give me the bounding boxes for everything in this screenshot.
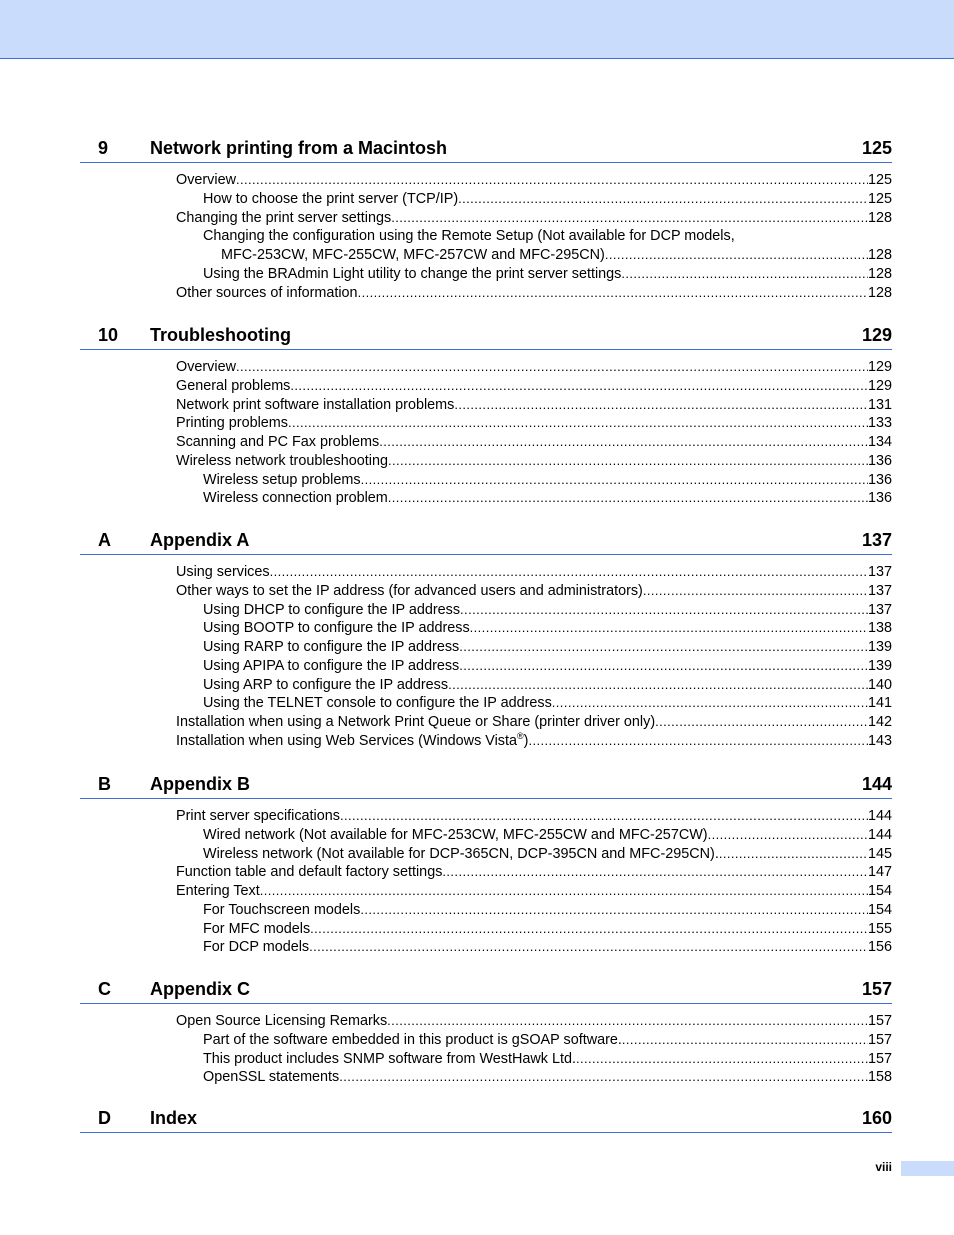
page-number: viii [875,1160,892,1174]
toc-entry[interactable]: Using ARP to configure the IP address ..... 140 [203,676,892,695]
chapter-number: C [98,979,111,999]
toc-entry[interactable]: Changing the print server settings ..... 128 [176,209,892,228]
chapter-page: 129 [861,325,892,345]
toc-entry[interactable]: Part of the software embedded in this product is gSOAP software. ..... 157 [203,1031,892,1050]
toc-entry[interactable]: Installation when using Web Services (Windows Vista®) ..... 143 [176,732,892,751]
chapter-c [80,977,892,1087]
toc-entry[interactable]: Using the BRAdmin Light utility to change the print server settings ..... 128 [203,265,892,284]
toc-entry[interactable]: Overview ..... 125 [176,171,892,190]
chapter-heading[interactable] [80,323,892,350]
chapter-title: Appendix A [150,530,250,550]
toc-entry[interactable]: Wireless network troubleshooting ..... 136 [176,452,892,471]
toc-entry[interactable]: General problems ..... 129 [176,377,892,396]
registered-mark: ® [517,731,524,741]
toc-entry[interactable]: Wired network (Not available for MFC-253CW, MFC-255CW and MFC-257CW) ..... 144 [203,826,892,845]
chapter-d [80,1106,892,1133]
chapter-number: 9 [98,138,109,158]
chapter-b [80,772,892,957]
chapter-heading[interactable] [80,977,892,1004]
toc-entry[interactable]: Using RARP to configure the IP address ..... 139 [203,638,892,657]
chapter-heading[interactable] [80,1106,892,1133]
chapter-heading[interactable] [80,772,892,799]
chapter-number: A [98,530,111,550]
chapter-number: 10 [98,325,119,345]
chapter-9 [80,136,892,302]
chapter-title: Appendix C [150,979,251,999]
chapter-page: 144 [861,774,892,794]
chapter-page: 137 [861,530,892,550]
toc-entry[interactable]: Wireless connection problem ..... 136 [203,489,892,508]
chapter-number: B [98,774,111,794]
toc-entry[interactable]: How to choose the print server (TCP/IP) ..... 125 [203,190,892,209]
toc-entry[interactable]: Wireless network (Not available for DCP-365CN, DCP-395CN and MFC-295CN). ..... 145 [203,845,892,864]
toc-entry[interactable]: Using services ..... 137 [176,563,892,582]
toc-entry[interactable]: Using the TELNET console to configure the IP address ..... 141 [203,694,892,713]
header-band [0,0,954,59]
toc-entry[interactable]: Overview ..... 129 [176,358,892,377]
toc-entry[interactable]: For DCP models ..... 156 [203,938,892,957]
toc-entry[interactable]: Using DHCP to configure the IP address ..... 137 [203,601,892,620]
toc-entry[interactable]: Network print software installation problems ..... 131 [176,396,892,415]
chapter-page: 160 [861,1108,892,1128]
toc-entry[interactable]: Changing the configuration using the Remote Setup (Not available for DCP models, [203,228,735,245]
toc-entry[interactable]: MFC-253CW, MFC-255CW, MFC-257CW and MFC-295CN) ..... 128 [221,246,892,265]
footer-tab [901,1161,954,1176]
chapter-page: 157 [861,979,892,999]
chapter-10 [80,323,892,508]
toc-entry[interactable]: For Touchscreen models ..... 154 [203,901,892,920]
toc-entry[interactable]: Printing problems ..... 133 [176,414,892,433]
toc-entry[interactable]: Open Source Licensing Remarks ..... 157 [176,1012,892,1031]
chapter-title: Appendix B [150,774,251,794]
toc-entry[interactable]: OpenSSL statements ..... 158 [203,1068,892,1087]
toc-entry[interactable]: Scanning and PC Fax problems ..... 134 [176,433,892,452]
chapter-title: Troubleshooting [150,325,291,345]
toc-entry[interactable]: For MFC models ..... 155 [203,920,892,939]
chapter-page: 125 [861,138,892,158]
toc-entry[interactable]: Print server specifications ..... 144 [176,807,892,826]
chapter-heading[interactable] [80,136,892,163]
toc-entry[interactable]: Using APIPA to configure the IP address ..... 139 [203,657,892,676]
toc-entry[interactable]: Installation when using a Network Print Queue or Share (printer driver only) ..... 142 [176,713,892,732]
toc-entry[interactable]: Entering Text ..... 154 [176,882,892,901]
toc-entry[interactable]: Other ways to set the IP address (for advanced users and administrators) ..... 137 [176,582,892,601]
chapter-heading[interactable] [80,528,892,555]
toc-entry[interactable]: Other sources of information ..... 128 [176,284,892,303]
toc-entry[interactable]: Function table and default factory settings ..... 147 [176,863,892,882]
toc-entry[interactable]: Using BOOTP to configure the IP address ..... 138 [203,619,892,638]
chapter-title: Index [150,1108,198,1128]
toc-entry[interactable]: Wireless setup problems ..... 136 [203,471,892,490]
toc-entry[interactable]: This product includes SNMP software from WestHawk Ltd. ..... 157 [203,1050,892,1069]
chapter-a [80,528,892,751]
chapter-number: D [98,1108,111,1128]
chapter-title: Network printing from a Macintosh [150,138,448,158]
